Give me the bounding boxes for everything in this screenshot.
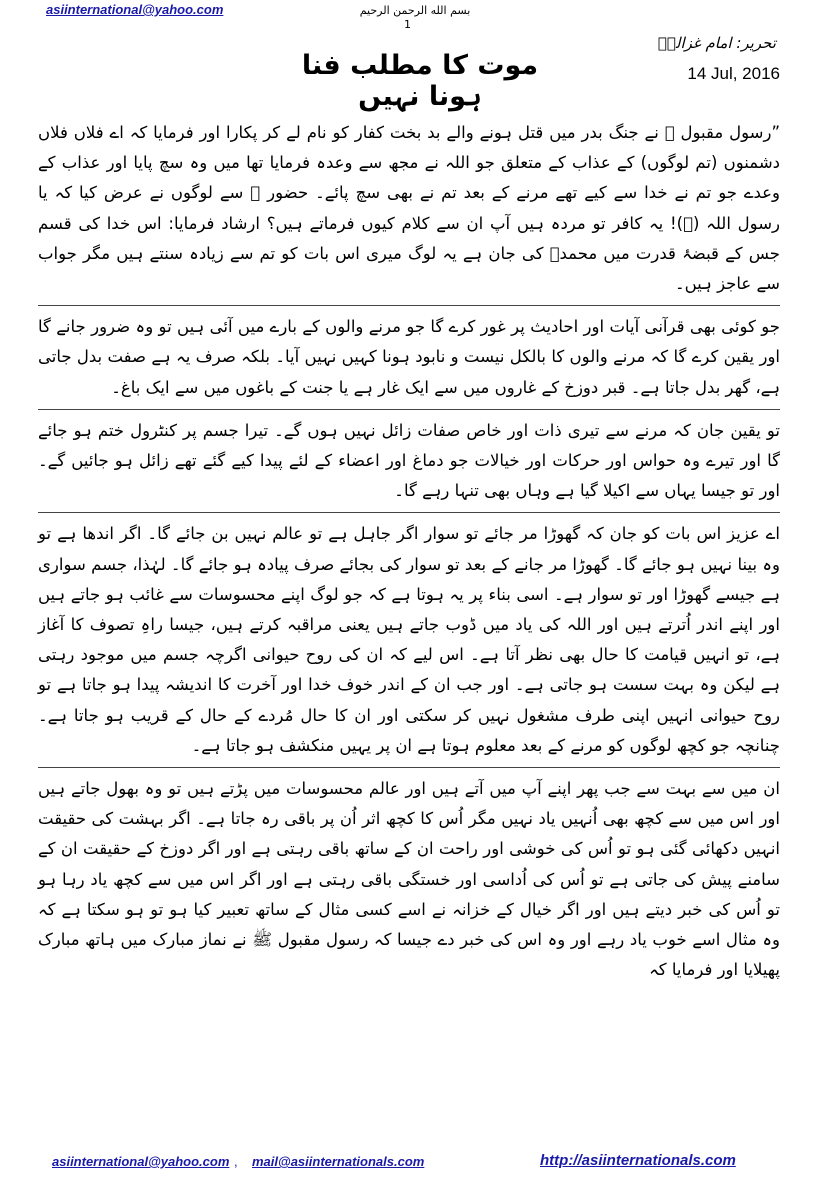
footer-email-yahoo-link[interactable]: asiinternational@yahoo.com	[52, 1154, 230, 1169]
paragraph-3: تو یقین جان کہ مرنے سے تیری ذات اور خاص صفات زائل نہیں ہوں گے۔ تیرا جسم پر کنٹرول ختم ہو جائے گا اور تیرے وہ حواس اور حرکات اور خیالات جو دماغ اور اعضاء کے لئے پیدا کیے گئے تھے زائل ہو جائیں گے۔ اور تو جیسا یہاں سے اکیلا گیا ہے وہاں بھی تنہا رہے گا۔	[38, 420, 780, 501]
page-footer	[0, 1150, 816, 1180]
author-line: تحریر: امام غزالیؒ	[657, 34, 776, 52]
article-body	[38, 118, 780, 991]
footer-email-mail-link[interactable]: mail@asiinternationals.com	[252, 1154, 425, 1169]
article-title: موت کا مطلب فنا ہونا نہیں	[301, 50, 539, 112]
footer-separator: ,	[234, 1154, 238, 1169]
page-number: 1	[404, 18, 411, 31]
date: 14 Jul, 2016	[687, 64, 780, 83]
paragraph-2: جو کوئی بھی قرآنی آیات اور احادیث پر غور کرے گا جو مرنے والوں کے بارے میں آئی ہیں تو وہ ضرور جانے گا اور یقین کرے گا کہ مرنے والوں کا بالکل نیست و نابود ہونا کہیں نہیں آیا۔ بلکہ صرف یہ ہے صفت بدل جاتی ہے، گھر بدل جاتا ہے۔ قبر دوزخ کے غاروں میں سے ایک غار ہے یا جنت کے باغوں میں سے ایک باغ۔	[38, 317, 780, 397]
paragraph-5: ان میں سے بہت سے جب پھر اپنے آپ میں آتے ہیں اور عالم محسوسات میں پڑتے ہیں تو وہ بھول جاتے ہیں اور اس میں سے کچھ بھی اُنہیں یاد نہیں مگر اُس کا کچھ اثر اُن پر باقی رہ جاتا ہے۔ اگر بہشت کی حقیقت انہیں دکھائی گئی ہو تو اُس کی خوشی اور راحت ان کے ساتھ باقی رہتی ہے اور اگر دوزخ کے حقیقت ان کے سامنے پیش کی جاتی ہے تو اُس کی اُداسی اور خستگی باقی رہتی ہے اور اگر اس میں سے کچھ یاد رہا ہو تو اُس کی خبر دیتے ہیں اور اگر خیال کے خزانہ نے اسے کسی مثال کے ساتھ تعبیر کیا ہو تو ہو سکتا ہے کہ وہ مثال اسے خوب یاد رہے اور وہ اس کی خبر دے جیسا کہ رسول مقبول ﷺ نے نماز مبارک میں ہاتھ مبارک پھیلایا اور فرمایا کہ	[38, 779, 780, 980]
paragraph-divider	[38, 305, 780, 306]
bismillah: بسم الله الرحمن الرحیم	[359, 4, 471, 17]
paragraph-divider	[38, 767, 780, 768]
footer-website-link[interactable]: http://asiinternationals.com	[540, 1152, 736, 1169]
paragraph-divider	[38, 512, 780, 513]
paragraph-4: اے عزیز اس بات کو جان کہ گھوڑا مر جائے تو سوار اگر جاہل ہے تو عالم نہیں بن جائے گا۔ اگر اندھا ہے تو وہ بینا نہیں ہو جائے گا۔ گھوڑا مر جانے کے بعد تو سوار کی بجائے صرف پیادہ ہو جائے گا۔ لہٰذا، جسم سواری ہے جیسے گھوڑا اور تو سوار ہے۔ اسی بناء پر یہ ہوتا ہے کہ جو لوگ اپنے محسوسات سے غائب ہو جاتے ہیں اور اپنے اندر اُترتے ہیں اور اللہ کی یاد میں ڈوب جاتے ہیں یعنی مراقبہ کرتے ہیں، جیسا راہِ تصوف کا آغاز ہے، تو انہیں قیامت کا حال بھی نظر آتا ہے۔ اس لیے کہ ان کی روح حیوانی اگرچہ جسم میں موجود رہتی ہے لیکن وہ بہت سست ہو جاتی ہے۔ اور جب ان کے اندر خوف خدا اور آخرت کا اندیشہ پیدا ہو جاتا ہے تو روح حیوانی انہیں اپنی طرف مشغول نہیں کر سکتی اور ان کا حال مُردے کے حال کے قریب ہو جاتا ہے۔ چنانچہ جو کچھ لوگوں کو مرنے کے بعد معلوم ہوتا ہے ان پر یہیں منکشف ہو جاتا ہے۔	[38, 524, 780, 755]
header-email-link[interactable]: asiinternational@yahoo.com	[46, 2, 224, 17]
paragraph-divider	[38, 409, 780, 410]
paragraph-1: ”رسول مقبول ﷺ نے جنگ بدر میں قتل ہونے والے بد بخت کفار کو نام لے کر پکارا اور فرمایا کہ اے فلاں فلاں دشمنوں (تم لوگوں) کے عذاب کے متعلق جو اللہ نے مجھ سے وعدہ فرمایا تھا میں وہ سچ پایا اور عذاب کے وعدے جو تم نے خدا سے کیے تھے مرنے کے بعد تم نے بھی سچ پائے۔ حضور ﷺ سے لوگوں نے عرض کیا کہ یا رسول اللہ (ﷺ)! یہ کافر تو مردہ ہیں آپ ان سے کلام کیوں فرماتے ہیں؟ ارشاد فرمایا: اس خدا کی قسم جس کے قبضۂ قدرت میں محمدؐ کی جان ہے یہ لوگ میری اس بات کو تم سے زیادہ سنتے ہیں مگر جواب سے عاجز ہیں۔	[38, 123, 780, 294]
